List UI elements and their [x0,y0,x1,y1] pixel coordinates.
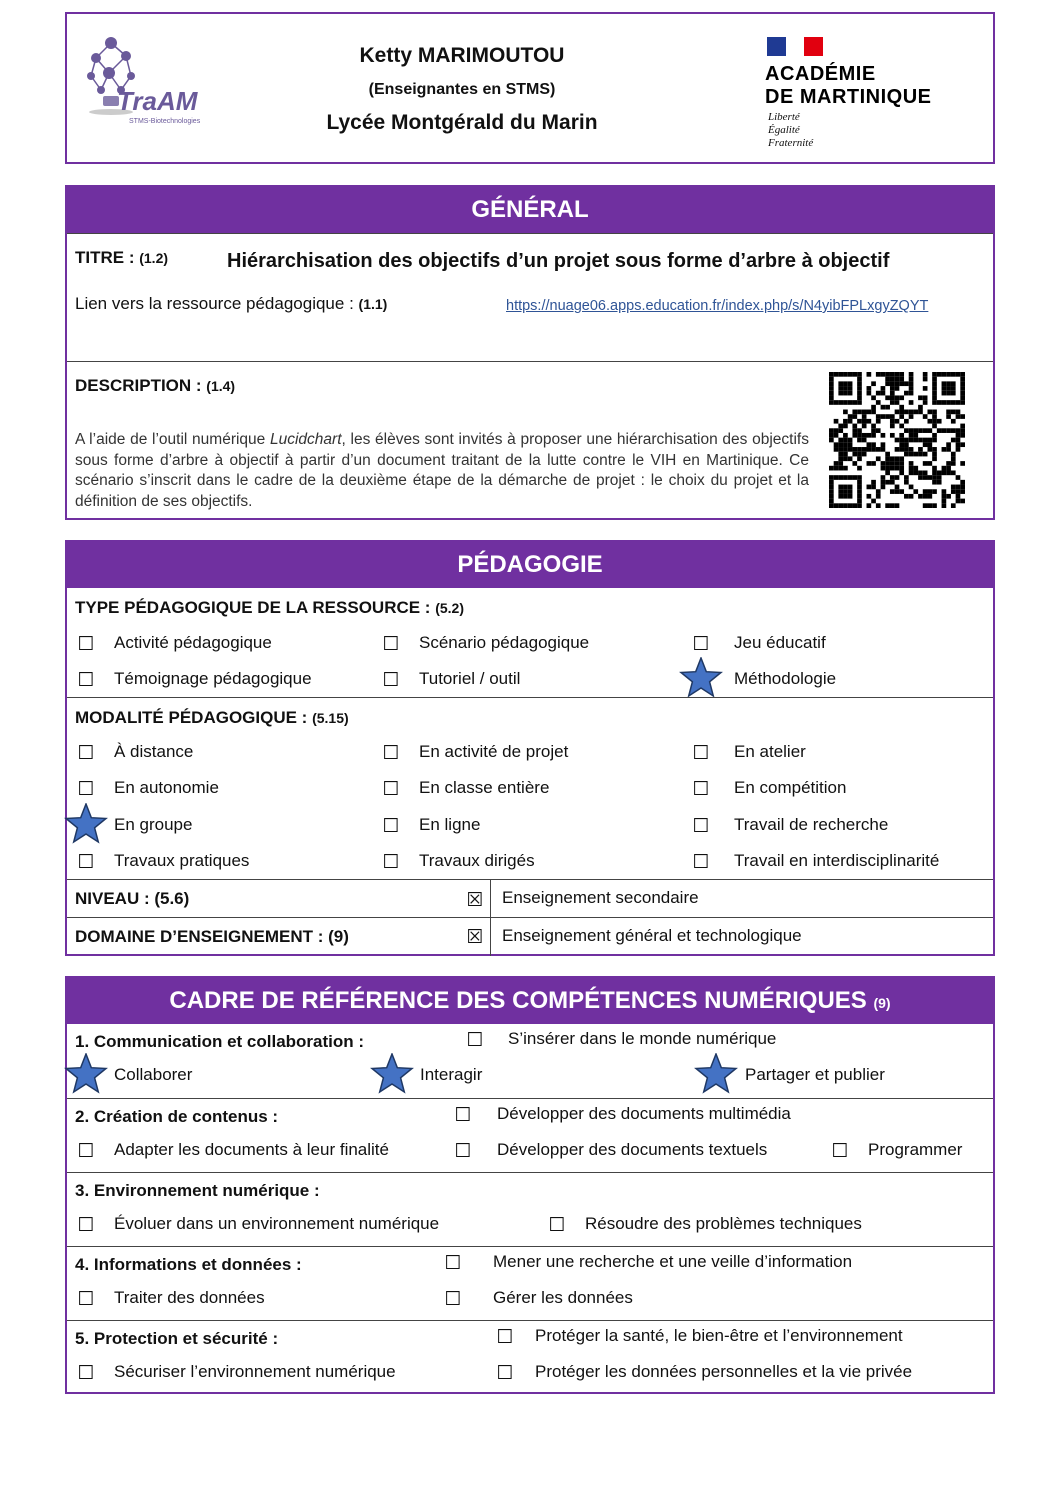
academie-line2: DE MARTINIQUE [765,86,932,108]
modalite-11-checkbox[interactable]: ☐ [692,850,710,873]
modalite-6-star-icon[interactable] [64,803,108,845]
niveau-checkbox[interactable]: ☒ [466,889,484,911]
modalite-10-label: Travaux dirigés [419,850,535,870]
cadre-s5-item-0-label: Protéger la santé, le bien-être et l’environnement [535,1326,903,1345]
titre-row [67,233,993,361]
modalite-3-checkbox[interactable]: ☐ [77,778,95,801]
lien-label: Lien vers la ressource pédagogique : (1.1) [75,294,388,313]
general-section [65,185,995,520]
domaine-row [67,917,993,956]
modalite-8-label: Travail de recherche [734,814,889,834]
modalite-5-label: En compétition [734,778,847,798]
cadre-s3-item-1-label: Résoudre des problèmes techniques [585,1214,862,1233]
cadre-s2-item-3-checkbox[interactable]: ☐ [831,1140,849,1162]
cadre-s2-item-0-checkbox[interactable]: ☐ [454,1104,472,1126]
modalite-2-label: En atelier [734,742,806,761]
modalite-6-label: En groupe [114,814,193,834]
cadre-row-5 [67,1320,993,1394]
description-text: A l’aide de l’outil numérique Lucidchart, les élèves sont invités à proposer une hiérarchisation des objectifs sous forme d’arbre à objectif à partir d’un document traitant de la lutte contre le VIH en Martinique. Ce scénario s’inscrit dans le cadre de la deuxième étape de la démarche de projet : le choix du projet et la définition de ses objectifs. [75,431,809,510]
cadre-rows [67,1024,993,1394]
qr-code-icon [829,372,965,508]
modalite-10-checkbox[interactable]: ☐ [382,850,400,873]
cadre-s3-item-0-checkbox[interactable]: ☐ [77,1214,95,1236]
cadre-row-4 [67,1246,993,1320]
cadre-row-5-label: 5. Protection et sécurité : [75,1329,279,1348]
modalite-1-label: En activité de projet [419,742,569,761]
modalite-label: MODALITÉ PÉDAGOGIQUE : (5.15) [75,708,349,727]
type-2-checkbox[interactable]: ☐ [692,633,710,655]
type-2-label: Jeu éducatif [734,633,826,652]
cadre-s4-item-1-label: Traiter des données [114,1288,265,1307]
traam-logo-subtitle: STMS-Biotechnologies [129,118,201,125]
cadre-s1-item-3-star-icon[interactable] [694,1053,738,1095]
type-0-label: Activité pédagogique [114,633,272,652]
cadre-s1-item-2-label: Interagir [420,1065,483,1084]
cadre-s4-item-2-checkbox[interactable]: ☐ [444,1288,462,1310]
type-1-label: Scénario pédagogique [419,633,590,652]
cadre-section [65,976,995,1394]
modalite-9-label: Travaux pratiques [114,850,250,870]
author-name: Ketty MARIMOUTOU [359,44,565,67]
cadre-s2-item-2-checkbox[interactable]: ☐ [454,1140,472,1162]
cadre-row-1 [67,1024,993,1098]
modalite-4-checkbox[interactable]: ☐ [382,778,400,801]
type-5-star-icon[interactable] [679,657,723,699]
traam-logo [81,28,211,128]
domaine-value: Enseignement général et technologique [502,926,802,945]
domaine-label: DOMAINE D’ENSEIGNEMENT : (9) [75,927,349,946]
domaine-checkbox[interactable]: ☒ [466,926,484,948]
cadre-s3-item-0-label: Évoluer dans un environnement numérique [114,1214,440,1233]
cadre-s5-item-0-checkbox[interactable]: ☐ [496,1326,514,1348]
academie-logo [765,34,965,154]
cadre-row-2 [67,1098,993,1172]
cadre-title: CADRE DE RÉFÉRENCE DES COMPÉTENCES NUMÉRIQUES (9) [67,978,993,1024]
cadre-s1-item-3-label: Partager et publier [745,1065,885,1084]
modalite-7-checkbox[interactable]: ☐ [382,814,400,837]
academie-line1: ACADÉMIE [765,63,876,85]
type-4-label: Tutoriel / outil [419,669,521,688]
cadre-s2-item-2-label: Développer des documents textuels [497,1140,768,1159]
motto-egalite: Égalité [768,124,800,136]
modalite-11-label: Travail en interdisciplinarité [734,850,940,870]
cadre-s2-item-0-label: Développer des documents multimédia [497,1104,791,1123]
niveau-row [67,879,993,917]
titre-label: TITRE : (1.2) [75,248,169,267]
cadre-row-1-label: 1. Communication et collaboration : [75,1032,365,1051]
cadre-s1-item-2-star-icon[interactable] [370,1053,414,1095]
resource-link[interactable]: https://nuage06.apps.education.fr/index.php/s/N4yibFPLxgyZQYT [506,298,929,314]
cadre-s5-item-2-label: Protéger les données personnelles et la vie privée [535,1362,913,1381]
modalite-8-checkbox[interactable]: ☐ [692,814,710,837]
motto-fraternite: Fraternité [768,137,814,149]
cadre-row-4-label: 4. Informations et données : [75,1255,302,1274]
cadre-s1-item-1-label: Collaborer [114,1065,193,1084]
motto-liberte: Liberté [768,111,800,123]
description-row [67,361,993,518]
school-name: Lycée Montgérald du Marin [326,111,598,134]
cadre-s4-item-0-label: Mener une recherche et une veille d’information [493,1252,853,1271]
type-4-checkbox[interactable]: ☐ [382,669,400,691]
cadre-s1-item-0-checkbox[interactable]: ☐ [466,1029,484,1051]
cadre-s2-item-3-label: Programmer [868,1140,963,1159]
cadre-s4-item-1-checkbox[interactable]: ☐ [77,1288,95,1310]
niveau-value: Enseignement secondaire [502,888,699,907]
cadre-row-3 [67,1172,993,1246]
cadre-s4-item-0-checkbox[interactable]: ☐ [444,1252,462,1274]
titre-value: Hiérarchisation des objectifs d’un projet sous forme d’arbre à objectif [227,250,890,272]
cadre-s1-item-1-star-icon[interactable] [64,1053,108,1095]
modalite-2-checkbox[interactable]: ☐ [692,742,710,764]
cadre-row-3-label: 3. Environnement numérique : [75,1181,320,1200]
type-pedagogique-label: TYPE PÉDAGOGIQUE DE LA RESSOURCE : (5.2) [75,598,465,617]
french-flag-icon [767,37,823,56]
type-1-checkbox[interactable]: ☐ [382,633,400,655]
modalite-4-label: En classe entière [419,778,550,798]
pedagogie-title: PÉDAGOGIE [67,542,993,588]
cadre-s2-item-1-checkbox[interactable]: ☐ [77,1140,95,1162]
cadre-s1-item-0-label: S’insérer dans le monde numérique [508,1029,777,1048]
cadre-s2-item-1-label: Adapter les documents à leur finalité [114,1140,389,1159]
modalite-5-checkbox[interactable]: ☐ [692,778,710,801]
cadre-row-2-label: 2. Création de contenus : [75,1107,279,1126]
cadre-s5-item-2-checkbox[interactable]: ☐ [496,1362,514,1384]
type-3-label: Témoignage pédagogique [114,669,312,688]
header-box [65,12,995,164]
general-title: GÉNÉRAL [67,187,993,233]
modalite-1-checkbox[interactable]: ☐ [382,742,400,764]
modalite-row [67,697,993,879]
cadre-s5-item-1-label: Sécuriser l’environnement numérique [114,1362,396,1381]
pedagogie-section [65,540,995,956]
niveau-label: NIVEAU : (5.6) [75,889,190,908]
author-role: (Enseignantes en STMS) [368,81,556,98]
cadre-s4-item-2-label: Gérer les données [493,1288,633,1307]
modalite-3-label: En autonomie [114,778,219,798]
type-3-checkbox[interactable]: ☐ [77,669,95,691]
modalite-0-checkbox[interactable]: ☐ [77,742,95,764]
modalite-9-checkbox[interactable]: ☐ [77,850,95,873]
modalite-0-label: À distance [114,742,194,761]
modalite-7-label: En ligne [419,814,481,834]
cadre-s5-item-1-checkbox[interactable]: ☐ [77,1362,95,1384]
traam-logo-text: TraAM [117,86,198,116]
type-pedagogique-row [67,588,993,697]
type-5-label: Méthodologie [734,669,837,688]
cadre-s3-item-1-checkbox[interactable]: ☐ [548,1214,566,1236]
description-label: DESCRIPTION : (1.4) [75,376,236,395]
type-0-checkbox[interactable]: ☐ [77,633,95,655]
